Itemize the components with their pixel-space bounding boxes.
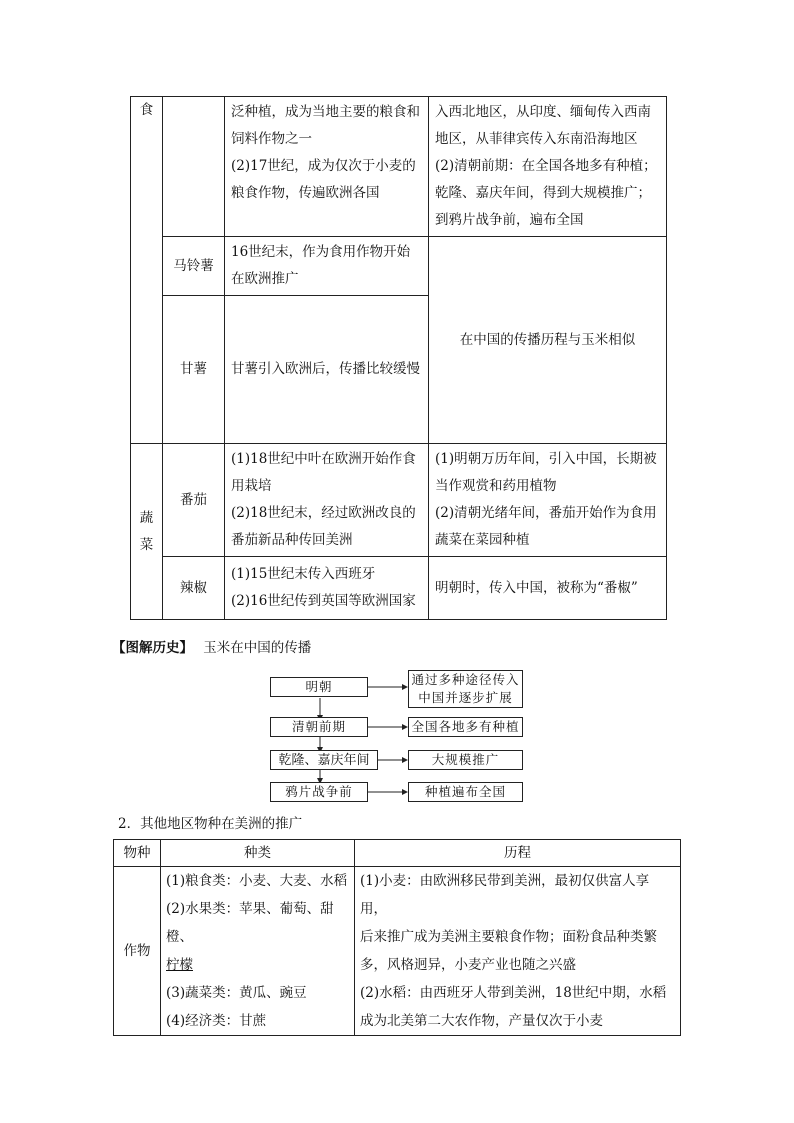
result-box-ming (408, 670, 523, 708)
text-line: 用栽培 (231, 478, 272, 494)
sweet-potato-europe-cell: 甘薯引入欧洲后，传播比较缓慢 (225, 296, 429, 444)
category-food (131, 97, 163, 444)
stage-box-early-qing (270, 717, 368, 737)
tomato-europe-cell (225, 444, 429, 557)
diagram-heading (112, 636, 311, 656)
text-line: 入西北地区，从印度、缅甸传入西南 (435, 104, 651, 120)
text-line: (2)16世纪传到英国等欧洲国家 (231, 593, 416, 609)
section-bracket-label: 【图解历史】 (112, 640, 193, 656)
category-vegetables (131, 444, 163, 620)
stage-box-qianlong-jiaqing (270, 750, 378, 770)
text-line: (1)粮食类：小麦、大麦、水稻 (166, 873, 348, 889)
kinds-cell (161, 867, 355, 1036)
result-label: 中国并逐步扩展 (418, 691, 513, 705)
text-line: 成为北美第二大农作物，产量仅次于小麦 (360, 1013, 603, 1029)
stage-label: 清朝前期 (291, 720, 346, 734)
text-line: (2)水果类：苹果、葡萄、甜橙、 (166, 901, 334, 945)
text-line: (1)15世纪末传入西班牙 (231, 566, 376, 582)
text-line: 当作观赏和药用植物 (435, 478, 557, 494)
text-line: 蔬菜在菜园种植 (435, 532, 530, 548)
text-line: (1)小麦：由欧洲移民带到美洲，最初仅供富人享用， (360, 873, 650, 917)
text-line: 柠檬 (166, 957, 193, 973)
potato-sweet-china-cell: 在中国的传播历程与玉米相似 (429, 237, 667, 444)
text-line: 到鸦片战争前，遍布全国 (435, 212, 584, 228)
stage-box-ming (270, 677, 368, 697)
text-line: 饲料作物之一 (231, 131, 312, 147)
result-box-early-qing (408, 717, 523, 737)
text-line: 后来推广成为美洲主要粮食作物；面粉食品种类繁 (360, 929, 657, 945)
row-label-crops: 作物 (114, 867, 161, 1036)
result-label: 种植遍布全国 (424, 785, 506, 799)
crop-spread-table (130, 96, 667, 620)
text-line: (2)17世纪，成为仅次于小麦的 (231, 158, 416, 174)
result-label: 大规模推广 (431, 753, 500, 767)
header-species: 物种 (114, 840, 161, 867)
potato-name-cell: 马铃薯 (163, 237, 225, 296)
stage-label: 明朝 (305, 680, 333, 694)
stage-label: 鸦片战争前 (285, 785, 353, 799)
text-line: 16世纪末，作为食用作物开始 (231, 244, 411, 260)
text-line: 泛种植，成为当地主要的粮食和 (231, 104, 420, 120)
text-line: (2)清朝前期：在全国各地多有种植； (435, 158, 657, 174)
text-line: (2)清朝光绪年间，番茄开始作为食用 (435, 505, 657, 521)
category-veg-char-1: 蔬 (139, 509, 154, 526)
pepper-china-cell: 明朝时，传入中国，被称为“番椒” (429, 557, 667, 620)
result-label: 全国各地多有种植 (411, 720, 520, 734)
stage-label: 乾隆、嘉庆年间 (278, 752, 370, 767)
americas-species-table (113, 839, 681, 1036)
pepper-name-cell: 辣椒 (163, 557, 225, 620)
corn-china-cell (429, 97, 667, 237)
sweet-potato-name-cell: 甘薯 (163, 296, 225, 444)
result-box-before-opium-war (408, 782, 523, 802)
header-process: 历程 (355, 840, 681, 867)
text-line: 多，风格迥异，小麦产业也随之兴盛 (360, 957, 576, 973)
result-label: 通过多种途径传入 (411, 673, 520, 687)
corn-name-cell (163, 97, 225, 237)
process-cell (355, 867, 681, 1036)
diagram-title: 玉米在中国的传播 (203, 640, 312, 656)
tomato-name-cell: 番茄 (163, 444, 225, 557)
potato-europe-cell (225, 237, 429, 296)
result-box-qianlong-jiaqing (408, 750, 523, 770)
text-line: 番茄新品种传回美洲 (231, 532, 353, 548)
tomato-china-cell (429, 444, 667, 557)
text-line: (2)18世纪末，经过欧洲改良的 (231, 505, 416, 521)
text-line: 乾隆、嘉庆年间，得到大规模推广； (435, 185, 651, 201)
category-food-label: 食 (139, 102, 154, 118)
text-line: 在欧洲推广 (231, 271, 299, 287)
corn-europe-cell (225, 97, 429, 237)
section2-heading: 2．其他地区物种在美洲的推广 (118, 816, 303, 832)
text-line: (4)经济类：甘蔗 (166, 1013, 267, 1029)
pepper-europe-cell (225, 557, 429, 620)
text-line: (1)明朝万历年间，引入中国，长期被 (435, 451, 657, 467)
text-line: (3)蔬菜类：黄瓜、豌豆 (166, 985, 307, 1001)
text-line: 粮食作物，传遍欧洲各国 (231, 185, 380, 201)
header-kinds: 种类 (161, 840, 355, 867)
text-line: (2)水稻：由西班牙人带到美洲，18世纪中期，水稻 (360, 985, 667, 1001)
text-line: (1)18世纪中叶在欧洲开始作食 (231, 451, 416, 467)
stage-box-before-opium-war (270, 782, 368, 802)
text-line: 地区，从菲律宾传入东南沿海地区 (435, 131, 638, 147)
category-veg-char-2: 菜 (139, 536, 154, 553)
